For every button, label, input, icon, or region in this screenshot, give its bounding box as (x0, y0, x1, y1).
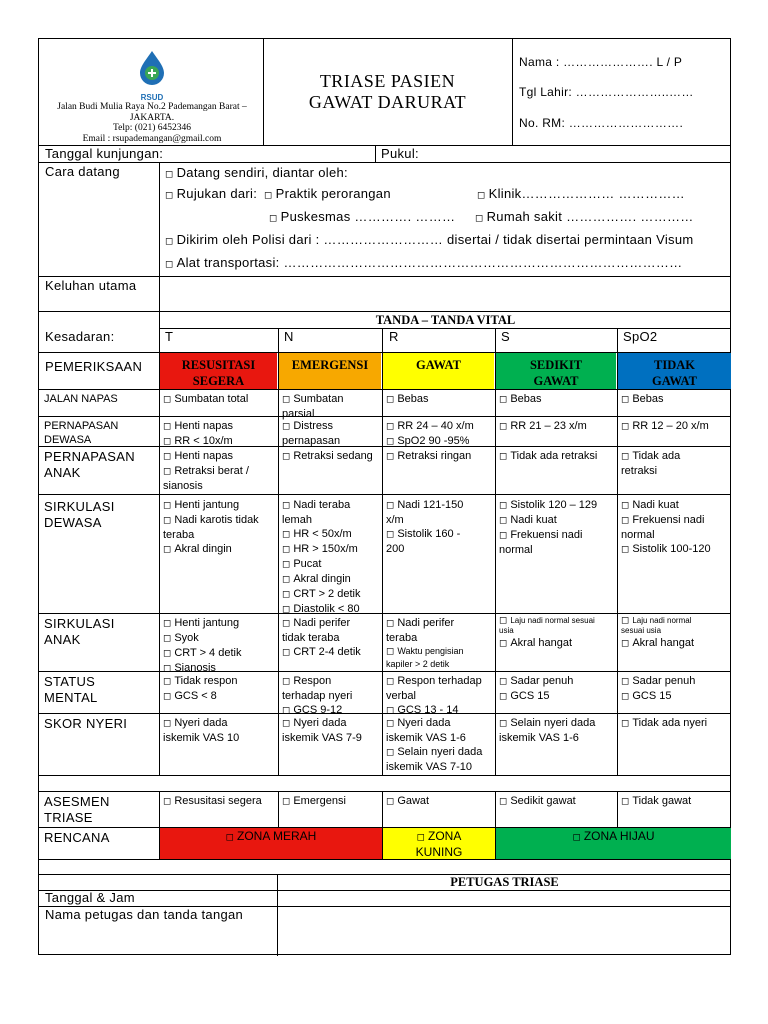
sirk-anak-c1-opt3[interactable]: ◻ CRT > 4 detik (163, 646, 241, 661)
skor-nyeri-c3-opt1[interactable]: ◻ Nyeri dada (386, 716, 482, 731)
skor-nyeri-c3-opt2[interactable]: ◻ Selain nyeri dada (386, 745, 482, 760)
sirk-anak-c3-opt1[interactable]: ◻ Nadi perifer (386, 616, 464, 631)
napas-anak-c3-opt1[interactable]: ◻ Retraksi ringan (386, 449, 471, 464)
n-label: N (284, 329, 294, 344)
status-mental-c2-opt1[interactable]: ◻ Respon (282, 674, 352, 689)
skor-nyeri-c4-line2: iskemik VAS 1-6 (499, 732, 579, 744)
sirk-anak-c2-opt1[interactable]: ◻ Nadi perifer (282, 616, 361, 631)
sirk-anak-c5-opt1[interactable]: ◻ Laju nadi normal (621, 616, 694, 626)
sirk-dewasa-c4-opt2[interactable]: ◻ Nadi kuat (499, 513, 597, 528)
sirk-anak-c3 (383, 615, 467, 671)
asesmen-label (41, 793, 113, 827)
status-mental-c4-opt2[interactable]: ◻ GCS 15 (499, 689, 573, 704)
sirk-dewasa-label (41, 498, 118, 532)
napas-dewasa-c2-opt1[interactable]: ◻ Distress (282, 419, 340, 434)
sirk-dewasa-c3-line4: 200 (386, 543, 405, 555)
sirk-dewasa-c1-opt2[interactable]: ◻ Nadi karotis tidak (163, 513, 259, 528)
skor-nyeri-c2 (279, 715, 365, 746)
skor-nyeri-c3-line2: iskemik VAS 1-6 (386, 732, 466, 744)
napas-dewasa-label-2: DEWASA (44, 434, 92, 446)
no-rm-field[interactable]: No. RM: ………………………. (519, 116, 684, 130)
napas-anak-label (41, 448, 138, 482)
sirk-dewasa-c3-opt1[interactable]: ◻ Nadi 121-150 (386, 498, 463, 513)
hospital-address: Jalan Budi Mulia Raya No.2 Pademangan Barat – JAKARTA. (57, 102, 247, 123)
sirk-anak-c4 (496, 615, 598, 652)
rencana-label: RENCANA (44, 830, 110, 845)
nama-petugas-field[interactable] (278, 907, 731, 955)
cara-datang-label: Cara datang (45, 164, 120, 179)
sirk-anak-c1-opt1[interactable]: ◻ Henti jantung (163, 616, 241, 631)
klinik-checkbox[interactable]: ◻ Klinik………………… …………… (477, 186, 685, 204)
sirk-dewasa-c2-opt5[interactable]: ◻ Akral dingin (282, 572, 360, 587)
skor-nyeri-c1 (160, 715, 242, 746)
alat-transportasi-checkbox[interactable]: ◻ Alat transportasi: ……………………………………………………………………………… (165, 255, 682, 273)
t-label: T (165, 329, 174, 344)
sirk-dewasa-c5-line3: normal (621, 529, 655, 541)
napas-dewasa-c2-line2: pernapasan (282, 435, 341, 447)
sirk-anak-c1-opt2[interactable]: ◻ Syok (163, 631, 241, 646)
praktik-checkbox[interactable]: ◻ Praktik perorangan (264, 186, 391, 204)
asesmen-gawat-checkbox[interactable]: ◻ Gawat (383, 793, 432, 810)
datang-sendiri-checkbox[interactable]: ◻ Datang sendiri, diantar oleh: (165, 165, 348, 183)
sirk-anak-c2 (279, 615, 364, 661)
sirk-anak-c2-opt2[interactable]: ◻ CRT 2-4 detik (282, 645, 361, 660)
napas-anak-c1-opt2[interactable]: ◻ Retraksi berat / (163, 464, 249, 479)
spo2-label: SpO2 (623, 329, 658, 344)
zona-kuning-line2: KUNING (415, 845, 463, 859)
napas-anak-c2 (279, 448, 376, 465)
status-mental-c1 (160, 673, 241, 705)
napas-anak-c4-opt1[interactable]: ◻ Tidak ada retraksi (499, 449, 597, 464)
status-mental-c2-line2: terhadap nyeri (282, 690, 353, 702)
jalan-napas-c2-opt1[interactable]: ◻ Sumbatan (282, 392, 343, 407)
sirk-anak-c5-opt2[interactable]: ◻ Akral hangat (621, 636, 694, 651)
skor-nyeri-c4 (496, 715, 598, 746)
skor-nyeri-c5-opt1[interactable]: ◻ Tidak ada nyeri (621, 716, 707, 731)
nama-petugas-label: Nama petugas dan tanda tangan (45, 907, 244, 922)
level-gawat: GAWAT (383, 353, 494, 389)
napas-dewasa-c4-opt1[interactable]: ◻ RR 21 – 23 x/m (499, 419, 587, 434)
level-sedikit-gawat: SEDIKIT GAWAT (496, 353, 616, 389)
napas-dewasa-c1-opt2[interactable]: ◻ RR < 10x/m (163, 434, 233, 449)
sirk-dewasa-c1-line3: teraba (163, 529, 195, 541)
asesmen-tidak-gawat-checkbox[interactable]: ◻ Tidak gawat (618, 793, 694, 810)
hospital-address-block (43, 102, 261, 144)
petugas-title: PETUGAS TRIASE (450, 875, 559, 889)
napas-dewasa-label-1: PERNAPASAN (44, 420, 119, 432)
title-line-1: TRIASE PASIEN (319, 71, 456, 91)
napas-dewasa-c5 (618, 418, 712, 435)
sirk-dewasa-label-1: SIRKULASI (44, 499, 115, 514)
zona-merah-option[interactable]: ◻ ZONA MERAH (160, 828, 382, 859)
sirk-dewasa-c2 (279, 497, 363, 618)
jalan-napas-c5 (618, 391, 667, 408)
napas-anak-c2-opt1[interactable]: ◻ Retraksi sedang (282, 449, 373, 464)
skor-nyeri-c1-line2: iskemik VAS 10 (163, 732, 240, 744)
jalan-napas-c2-line2: parsial (282, 408, 315, 420)
title-line-2: GAWAT DARURAT (308, 92, 467, 112)
asesmen-emergensi-checkbox[interactable]: ◻ Emergensi (279, 793, 349, 810)
sirk-dewasa-c1-opt1[interactable]: ◻ Henti jantung (163, 498, 259, 513)
asesmen-resusitasi-checkbox[interactable]: ◻ Resusitasi segera (160, 793, 265, 810)
napas-anak-c1-line3: sianosis (163, 480, 203, 492)
hospital-phone: Telp: (021) 6452346 (113, 123, 191, 133)
polisi-checkbox[interactable]: ◻ Dikirim oleh Polisi dari : ……………………… disertai / tidak disertai permintaan Visum (165, 232, 694, 250)
status-mental-c3-opt1[interactable]: ◻ Respon terhadap (386, 674, 482, 689)
sirk-dewasa-c4-opt1[interactable]: ◻ Sistolik 120 – 129 (499, 498, 597, 513)
napas-anak-label-2: ANAK (44, 465, 81, 480)
sirk-anak-c3-opt2[interactable]: ◻ Waktu pengisian (386, 645, 464, 658)
skor-nyeri-c4-opt1[interactable]: ◻ Selain nyeri dada (499, 716, 595, 731)
status-mental-c1-opt2[interactable]: ◻ GCS < 8 (163, 689, 238, 704)
napas-anak-c5-opt1[interactable]: ◻ Tidak ada (621, 449, 680, 464)
sirk-dewasa-c2-opt1[interactable]: ◻ Nadi teraba (282, 498, 360, 513)
sirk-anak-c4-opt1[interactable]: ◻ Laju nadi normal sesuai (499, 616, 595, 626)
kesadaran-label: Kesadaran: (45, 329, 115, 344)
sirk-dewasa-c5-opt2[interactable]: ◻ Frekuensi nadi (621, 513, 711, 528)
status-mental-c3-line2: verbal (386, 690, 416, 702)
sirk-anak-c3-line4: kapiler > 2 detik (386, 659, 450, 669)
level-tidak-gawat: TIDAK GAWAT (618, 353, 731, 389)
jalan-napas-c5-opt1[interactable]: ◻ Bebas (621, 392, 664, 407)
napas-dewasa-c3-opt1[interactable]: ◻ RR 24 – 40 x/m (386, 419, 474, 434)
pemeriksaan-label: PEMERIKSAAN (45, 359, 143, 374)
sirk-anak-c4-opt2[interactable]: ◻ Akral hangat (499, 636, 595, 651)
sirk-dewasa-c1 (160, 497, 262, 558)
status-mental-label (41, 673, 101, 707)
napas-anak-c5-line2: retraksi (621, 465, 658, 477)
status-mental-c1-opt1[interactable]: ◻ Tidak respon (163, 674, 238, 689)
triage-form (38, 38, 731, 955)
status-mental-label-2: MENTAL (44, 690, 98, 705)
tanggal-jam-field[interactable] (278, 891, 731, 905)
logo-text: RSUD (140, 93, 164, 102)
napas-dewasa-c4 (496, 418, 590, 435)
sirk-dewasa-c2-opt2[interactable]: ◻ HR < 50x/m (282, 527, 360, 542)
rumah-sakit-checkbox[interactable]: ◻ Rumah sakit ……………. ………… (475, 209, 694, 227)
napas-dewasa-c3-opt2[interactable]: ◻ SpO2 90 -95% (386, 434, 474, 449)
sirk-anak-c1-opt4[interactable]: ◻ Sianosis (163, 661, 241, 676)
jalan-napas-c3-opt1[interactable]: ◻ Bebas (386, 392, 429, 407)
napas-anak-c1-opt1[interactable]: ◻ Henti napas (163, 449, 249, 464)
hospital-email: Email : rsupademangan@gmail.com (82, 133, 222, 144)
rujukan-checkbox[interactable]: ◻ Rujukan dari: (165, 186, 257, 204)
sirk-dewasa-c5-opt1[interactable]: ◻ Nadi kuat (621, 498, 711, 513)
jalan-napas-c4-opt1[interactable]: ◻ Bebas (499, 392, 542, 407)
level-emergensi: EMERGENSI (279, 353, 381, 389)
napas-anak-c5 (618, 448, 683, 479)
skor-nyeri-c2-opt1[interactable]: ◻ Nyeri dada (282, 716, 362, 731)
zona-hijau-option[interactable]: ◻ ZONA HIJAU (496, 828, 731, 859)
status-mental-label-1: STATUS (44, 674, 96, 689)
skor-nyeri-c3-line4: iskemik VAS 7-10 (386, 761, 472, 773)
sirk-dewasa-c2-line2: lemah (282, 514, 312, 526)
sirk-dewasa-c2-opt4[interactable]: ◻ Pucat (282, 557, 360, 572)
tanggal-jam-label: Tanggal & Jam (45, 890, 135, 905)
jalan-napas-c1 (160, 391, 251, 408)
sirk-dewasa-c2-opt7[interactable]: ◻ Diastolik < 80 (282, 602, 360, 617)
puskesmas-checkbox[interactable]: ◻ Puskesmas …………. ……… (269, 209, 455, 227)
asesmen-sedikit-gawat-checkbox[interactable]: ◻ Sedikit gawat (496, 793, 579, 810)
r-label: R (389, 329, 399, 344)
napas-dewasa-c1-opt1[interactable]: ◻ Henti napas (163, 419, 233, 434)
napas-dewasa-c2 (279, 418, 343, 449)
sirk-anak-c1 (160, 615, 244, 677)
status-mental-c4 (496, 673, 576, 705)
keluhan-utama-label: Keluhan utama (45, 278, 137, 293)
status-mental-c5 (618, 673, 698, 705)
jalan-napas-c1-opt1[interactable]: ◻ Sumbatan total (163, 392, 248, 407)
jalan-napas-c3 (383, 391, 432, 408)
status-mental-c2-opt2[interactable]: ◻ GCS 9-12 (282, 703, 352, 718)
tgl-lahir-field[interactable]: Tgl Lahir: …………………..…… (519, 85, 694, 99)
form-title (263, 71, 512, 113)
status-mental-c4-opt1[interactable]: ◻ Sadar penuh (499, 674, 573, 689)
napas-anak-label-1: PERNAPASAN (44, 449, 135, 464)
sirk-anak-label (41, 615, 118, 649)
sirk-dewasa-c3 (383, 497, 466, 557)
skor-nyeri-c3 (383, 715, 485, 775)
skor-nyeri-c1-opt1[interactable]: ◻ Nyeri dada (163, 716, 239, 731)
level-resusitasi: RESUSITASI SEGERA (160, 353, 277, 389)
sirk-dewasa-c4-line4: normal (499, 544, 533, 556)
sirk-anak-label-1: SIRKULASI (44, 616, 115, 631)
status-mental-c5-opt2[interactable]: ◻ GCS 15 (621, 689, 695, 704)
sirk-dewasa-c3-opt2[interactable]: ◻ Sistolik 160 - (386, 527, 463, 542)
status-mental-c5-opt1[interactable]: ◻ Sadar penuh (621, 674, 695, 689)
s-label: S (501, 329, 510, 344)
tanda-vital-title: TANDA – TANDA VITAL (375, 313, 516, 327)
napas-dewasa-c5-opt1[interactable]: ◻ RR 12 – 20 x/m (621, 419, 709, 434)
jalan-napas-label: JALAN NAPAS (44, 393, 118, 405)
zona-kuning-option[interactable] (383, 828, 495, 859)
napas-anak-c3 (383, 448, 474, 465)
sirk-anak-label-2: ANAK (44, 632, 81, 647)
sirk-anak-c4-line2: usia (499, 626, 514, 635)
sirk-anak-c3-line2: teraba (386, 632, 418, 644)
sirk-dewasa-c3-line2: x/m (386, 514, 404, 526)
sirk-dewasa-c2-opt3[interactable]: ◻ HR > 150x/m (282, 542, 360, 557)
skor-nyeri-c5 (618, 715, 710, 732)
status-mental-c3-opt2[interactable]: ◻ GCS 13 - 14 (386, 703, 482, 718)
tanggal-kunjungan-label: Tanggal kunjungan: (45, 146, 164, 161)
skor-nyeri-label: SKOR NYERI (44, 716, 128, 731)
asesmen-label-1: ASESMEN (44, 794, 110, 809)
sirk-dewasa-c5-opt3[interactable]: ◻ Sistolik 100-120 (621, 542, 711, 557)
napas-anak-c1 (160, 448, 252, 494)
sirk-dewasa-c4 (496, 497, 600, 558)
nama-field[interactable]: Nama : …………………. L / P (519, 55, 683, 69)
asesmen-label-2: TRIASE (44, 810, 93, 825)
sirk-anak-c5-line2: sesuai usia (621, 626, 662, 635)
napas-dewasa-label (41, 418, 121, 448)
sirk-dewasa-c4-opt3[interactable]: ◻ Frekuensi nadi (499, 528, 597, 543)
sirk-dewasa-label-2: DEWASA (44, 515, 102, 530)
sirk-dewasa-c2-opt6[interactable]: ◻ CRT > 2 detik (282, 587, 360, 602)
sirk-anak-c5 (618, 615, 697, 652)
sirk-anak-c2-line2: tidak teraba (282, 632, 340, 644)
sirk-dewasa-c1-opt3[interactable]: ◻ Akral dingin (163, 542, 259, 557)
napas-anak-c4 (496, 448, 600, 465)
hospital-logo (135, 49, 169, 102)
pukul-label: Pukul: (381, 146, 419, 161)
sirk-dewasa-c5 (618, 497, 714, 558)
jalan-napas-c4 (496, 391, 545, 408)
zona-kuning-line1: ◻ ZONA (383, 829, 495, 845)
skor-nyeri-c2-line2: iskemik VAS 7-9 (282, 732, 362, 744)
